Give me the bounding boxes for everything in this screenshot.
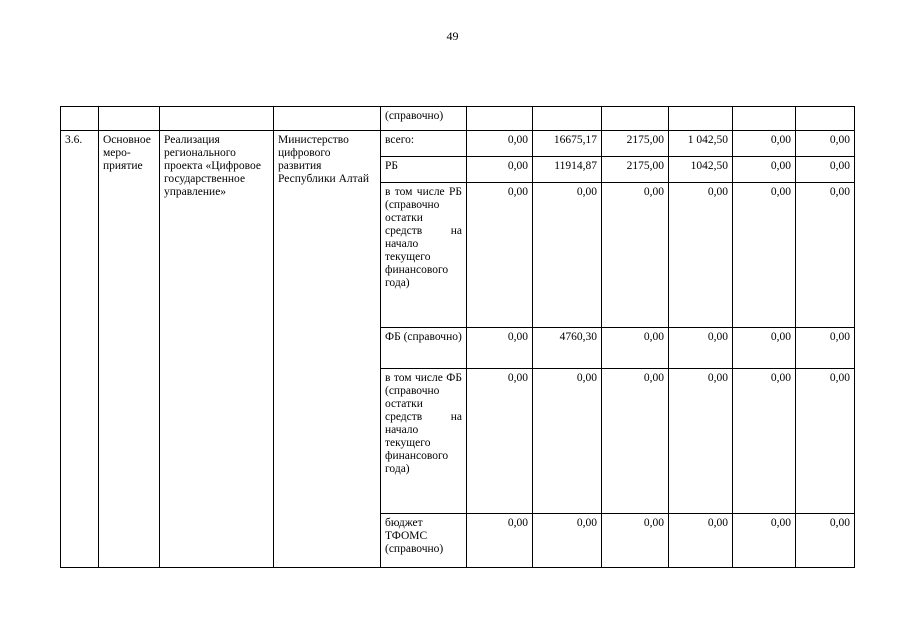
cell-empty [467, 107, 533, 131]
cell-value: 0,00 [533, 514, 602, 568]
cell-value: 0,00 [669, 369, 733, 514]
cell-source: всего: [381, 131, 467, 157]
cell-empty [669, 107, 733, 131]
cell-value: 0,00 [796, 328, 855, 369]
cell-empty [274, 107, 381, 131]
cell-value: 0,00 [733, 183, 796, 328]
cell-value: 0,00 [602, 514, 669, 568]
cell-source: ФБ (справочно) [381, 328, 467, 369]
cell-source: в том числе РБ (справочно остатки средств на начало текущего финансового года) [381, 183, 467, 328]
page-number: 49 [446, 29, 459, 43]
item-number: 3.6. [61, 131, 99, 568]
cell-value: 0,00 [467, 514, 533, 568]
cell-value: 0,00 [467, 369, 533, 514]
cell-value: 0,00 [796, 369, 855, 514]
cell-value: 11914,87 [533, 157, 602, 183]
cell-value: 0,00 [796, 131, 855, 157]
cell-value: 2175,00 [602, 157, 669, 183]
cell-value: 0,00 [467, 131, 533, 157]
budget-table [60, 106, 855, 568]
item-executor: Министерство цифрового развития Республики Алтай [274, 131, 381, 568]
cell-value: 0,00 [533, 183, 602, 328]
cell-empty [99, 107, 160, 131]
cell-value: 0,00 [467, 328, 533, 369]
cell-empty [160, 107, 274, 131]
item-type: Основное меро-приятие [99, 131, 160, 568]
cell-value: 0,00 [669, 514, 733, 568]
cell-value: 0,00 [733, 328, 796, 369]
cell-value: 0,00 [733, 131, 796, 157]
cell-empty [533, 107, 602, 131]
cell-source: в том числе ФБ (справочно остатки средств на начало текущего финансового года) [381, 369, 467, 514]
cell-value: 0,00 [796, 514, 855, 568]
cell-value: 1042,50 [669, 157, 733, 183]
cell-value: 0,00 [733, 369, 796, 514]
cell-value: 0,00 [602, 183, 669, 328]
cell-value: 0,00 [733, 514, 796, 568]
cell-value: 0,00 [669, 328, 733, 369]
cell-empty [733, 107, 796, 131]
cell-value: 4760,30 [533, 328, 602, 369]
cell-value: 0,00 [796, 157, 855, 183]
cell-value: 0,00 [733, 157, 796, 183]
cell-value: 1 042,50 [669, 131, 733, 157]
cell-empty [796, 107, 855, 131]
cell-value: 0,00 [533, 369, 602, 514]
cell-value: 16675,17 [533, 131, 602, 157]
item-name: Реализация регионального проекта «Цифровое государственное управление» [160, 131, 274, 568]
cell-source: бюджет ТФОМС (справочно) [381, 514, 467, 568]
cell-value: 0,00 [669, 183, 733, 328]
cell-value: 0,00 [602, 369, 669, 514]
cell-value: 0,00 [796, 183, 855, 328]
cell-empty [602, 107, 669, 131]
cell-value: 0,00 [467, 183, 533, 328]
cell-source: РБ [381, 157, 467, 183]
cell-value: 2175,00 [602, 131, 669, 157]
table-row-continuation [61, 107, 855, 131]
cell-source: (справочно) [381, 107, 467, 131]
table-row [61, 131, 855, 157]
cell-empty [61, 107, 99, 131]
cell-value: 0,00 [602, 328, 669, 369]
cell-value: 0,00 [467, 157, 533, 183]
